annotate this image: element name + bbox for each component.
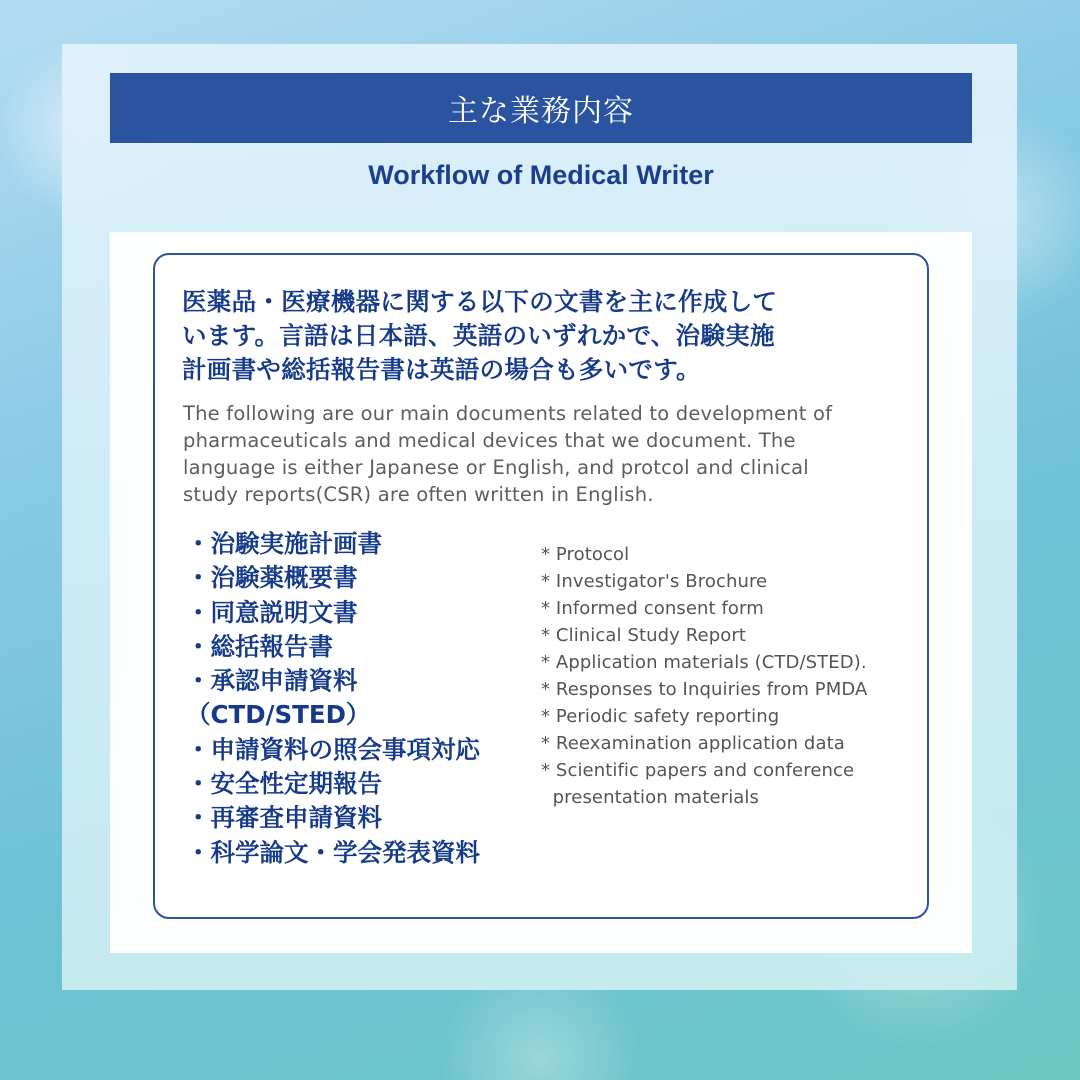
intro-english [183, 400, 898, 508]
list-item: * Scientific papers and conference [541, 760, 855, 781]
document-list-japanese [186, 527, 546, 870]
list-item: * Application materials (CTD/STED). [541, 652, 867, 673]
list-item: ・安全性定期報告 [186, 769, 382, 799]
list-item: * Clinical Study Report [541, 625, 747, 646]
list-item: （CTD/STED） [186, 700, 371, 730]
list-item: ・治験薬概要書 [186, 563, 358, 593]
list-item: ・承認申請資料 [186, 666, 358, 696]
list-item: ・治験実施計画書 [186, 529, 382, 558]
list-item: * Periodic safety reporting [541, 706, 780, 727]
intro-en-line: The following are our main documents related to development of [183, 402, 833, 425]
page-subtitle: Workflow of Medical Writer [368, 160, 714, 190]
intro-en-line: language is either Japanese or English, and protcol and clinical [183, 456, 809, 479]
list-item: * Informed consent form [541, 598, 764, 619]
list-item: * Protocol [541, 544, 630, 565]
list-item: ・総括報告書 [186, 631, 333, 661]
list-item: ・同意説明文書 [186, 597, 358, 627]
list-item: * Investigator's Brochure [541, 571, 768, 592]
intro-japanese [182, 285, 897, 387]
list-item: ・再審査申請資料 [186, 803, 382, 833]
list-item: ・科学論文・学会発表資料 [186, 837, 480, 867]
list-item: ・申請資料の照会事項対応 [186, 734, 480, 764]
intro-en-line: study reports(CSR) are often written in English. [183, 483, 654, 506]
title-banner [110, 73, 972, 143]
intro-jp-line: 医薬品・医療機器に関する以下の文書を主に作成して [182, 287, 778, 316]
intro-jp-line: 計画書や総括報告書は英語の場合も多いです。 [182, 355, 701, 384]
intro-jp-line: います。言語は日本語、英語のいずれかで、治験実施 [182, 321, 775, 350]
document-list-english [541, 541, 911, 811]
page-title: 主な業務内容 [448, 94, 634, 129]
list-item: presentation materials [541, 787, 760, 808]
list-item: * Reexamination application data [541, 733, 845, 754]
list-item: * Responses to Inquiries from PMDA [541, 679, 868, 700]
intro-en-line: pharmaceuticals and medical devices that we document. The [183, 429, 796, 452]
